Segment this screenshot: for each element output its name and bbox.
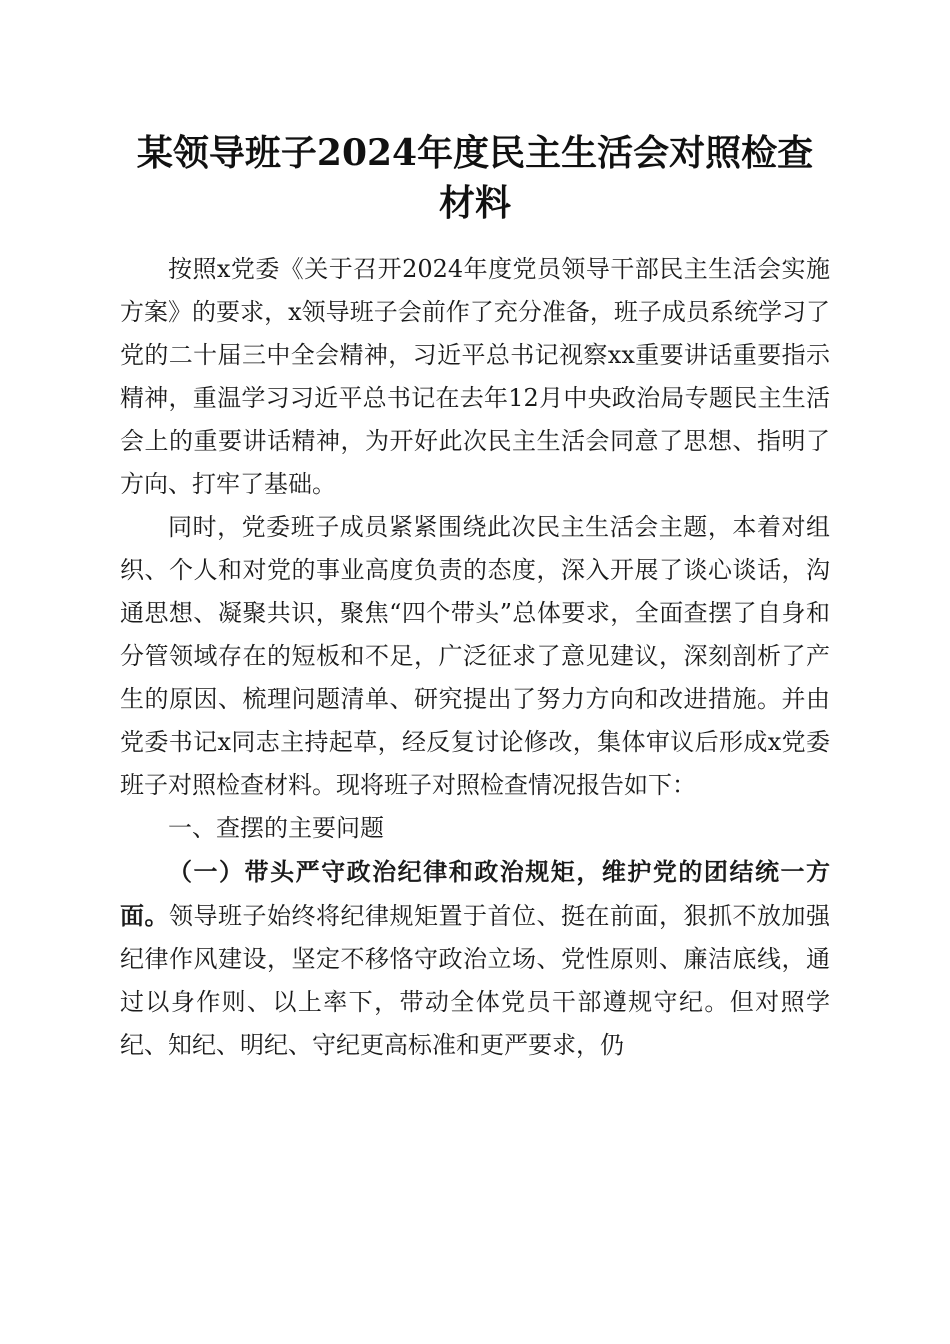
document-title: 某领导班子2024年度民主生活会对照检查材料 (136, 132, 814, 224)
section-heading: 一、查摆的主要问题 (168, 814, 384, 842)
paragraph-process: 同时，党委班子成员紧紧围绕此次民主生活会主题，本着对组织、个人和对党的事业高度负责的态度，深入开展了谈心谈话，沟通思想、凝聚共识，聚焦“四个带头”总体要求，全面查摆了自身和分管领域存在的短板和不足，广泛征求了意见建议，深刻剖析了产生的原因、梳理问题清单、研究提出了努力方向和改进措施。并由党委书记x同志主持起草，经反复讨论修改，集体审议后形成x党委班子对照检查材料。现将班子对照检查情况报告如下： (120, 513, 830, 799)
subsection-heading: （一）带头严守政治纪律和政治规矩，维护党的团结统一方面。 (120, 857, 830, 930)
subsection-paragraph (120, 850, 830, 1067)
document-body (120, 248, 830, 1067)
paragraph-intro: 按照x党委《关于召开2024年度党员领导干部民主生活会实施方案》的要求，x领导班子会前作了充分准备，班子成员系统学习了党的二十届三中全会精神，习近平总书记视察xx重要讲话重要指示精神，重温学习习近平总书记在去年12月中央政治局专题民主生活会上的重要讲话精神，为开好此次民主生活会同意了思想、指明了方向、打牢了基础。 (120, 255, 830, 498)
subsection-text: 领导班子始终将纪律规矩置于首位、挺在前面，狠抓不放加强纪律作风建设，坚定不移恪守政治立场、党性原则、廉洁底线，通过以身作则、以上率下，带动全体党员干部遵规守纪。但对照学纪、知纪、明纪、守纪更高标准和更严要求，仍 (120, 902, 830, 1059)
